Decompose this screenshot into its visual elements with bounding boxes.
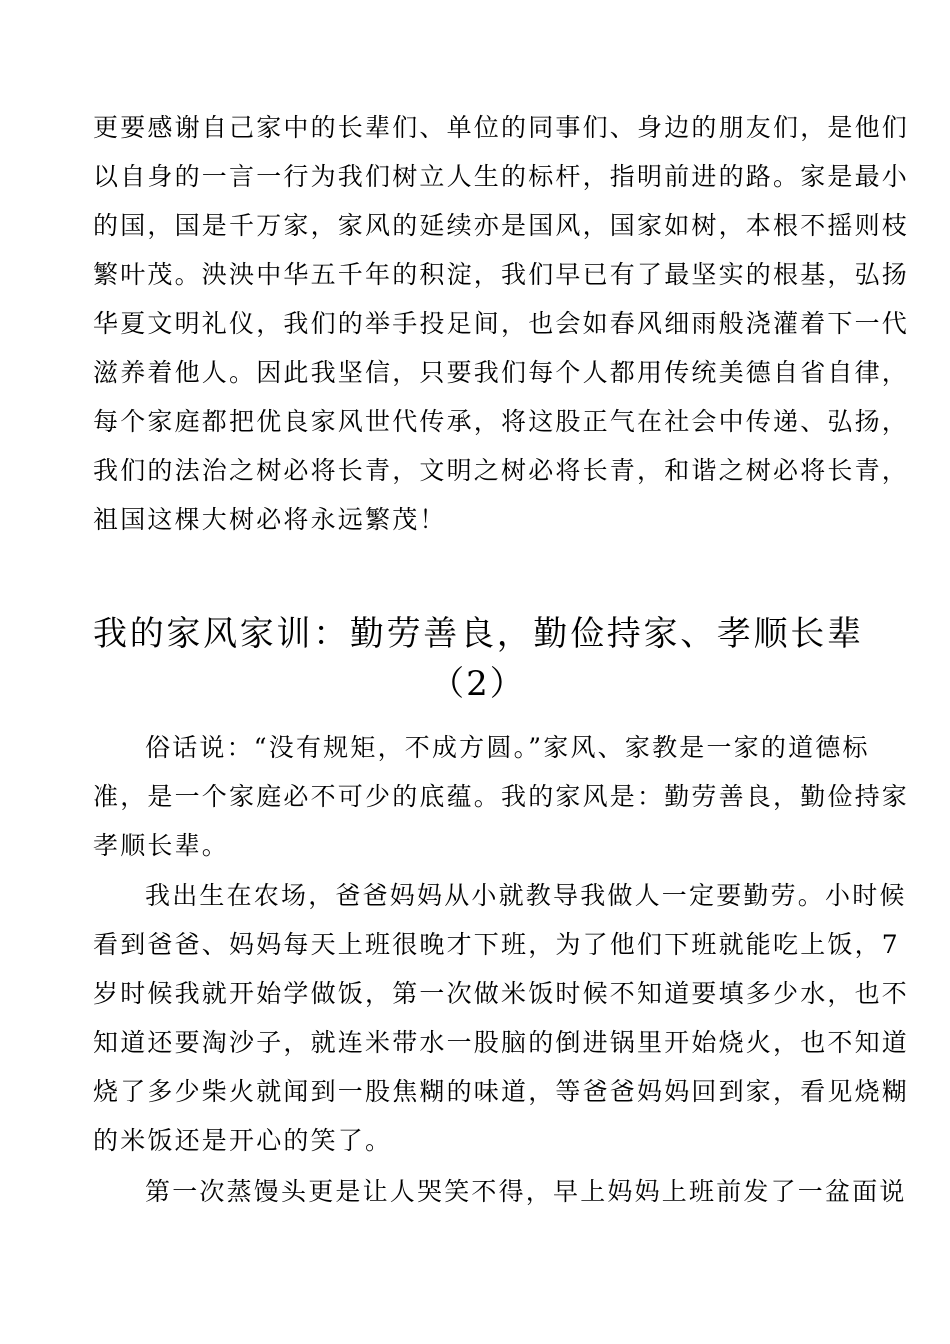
text-line: 每个家庭都把优良家风世代传承，将这股正气在社会中传递、弘扬， (93, 407, 910, 436)
text-line: 准，是一个家庭必不可少的底蕴。我的家风是：勤劳善良，勤俭持家 (93, 782, 910, 811)
paragraph-1 (93, 723, 910, 870)
paragraph-3 (93, 1167, 907, 1216)
text-line: 华夏文明礼仪，我们的举手投足间，也会如春风细雨般浇灌着下一代 (93, 309, 910, 338)
paragraph-2 (93, 871, 910, 1165)
text-line: 我出生在农场，爸爸妈妈从小就教导我做人一定要勤劳。小时候 (145, 881, 907, 910)
section-title (93, 609, 863, 709)
text-line: 的国，国是千万家，家风的延续亦是国风，国家如树，本根不摇则枝 (93, 211, 910, 240)
text-line: 以自身的一言一行为我们树立人生的标杆，指明前进的路。家是最小 (93, 162, 910, 191)
text-line: 烧了多少柴火就闻到一股焦糊的味道，等爸爸妈妈回到家，看见烧糊 (93, 1077, 910, 1106)
text-line: 看到爸爸、妈妈每天上班很晚才下班，为了他们下班就能吃上饭，7 (93, 930, 900, 959)
text-line: 繁叶茂。泱泱中华五千年的积淀，我们早已有了最坚实的根基，弘扬 (93, 260, 910, 289)
text-line: 我们的法治之树必将长青，文明之树必将长青，和谐之树必将长青， (93, 456, 910, 485)
text-line: 祖国这棵大树必将永远繁茂！ (93, 505, 447, 534)
text-line: 孝顺长辈。 (93, 831, 230, 860)
text-line: 更要感谢自己家中的长辈们、单位的同事们、身边的朋友们，是他们 (93, 113, 910, 142)
text-line: 第一次蒸馒头更是让人哭笑不得，早上妈妈上班前发了一盆面说 (145, 1177, 907, 1206)
text-line: 滋养着他人。因此我坚信，只要我们每个人都用传统美德自省自律， (93, 358, 910, 387)
section-title-main: 我的家风家训：勤劳善良，勤俭持家、孝顺长辈 (93, 614, 863, 654)
top-paragraph (93, 103, 910, 544)
text-line: 的米饭还是开心的笑了。 (93, 1126, 393, 1155)
section-title-sub: （2） (430, 664, 526, 704)
text-line: 岁时候我就开始学做饭，第一次做米饭时候不知道要填多少水，也不 (93, 979, 910, 1008)
text-line: 知道还要淘沙子，就连米带水一股脑的倒进锅里开始烧火，也不知道 (93, 1028, 910, 1057)
text-line: 俗话说：“没有规矩，不成方圆。”家风、家教是一家的道德标 (145, 733, 870, 762)
